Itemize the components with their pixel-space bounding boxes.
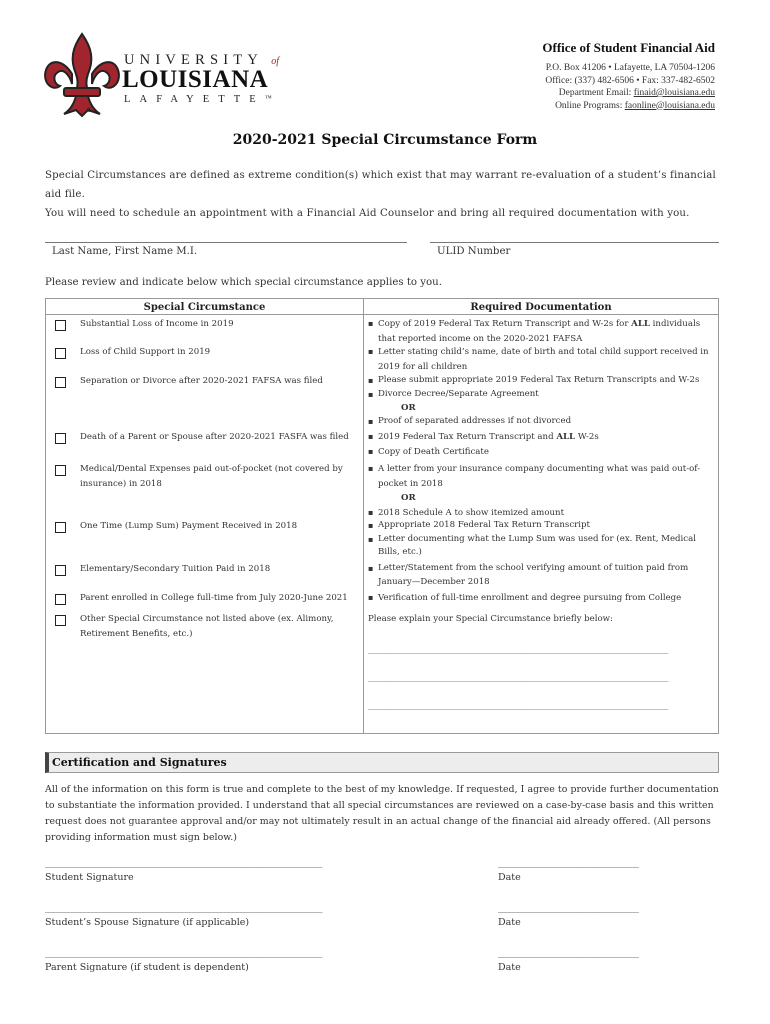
dept-email-label: Department Email:	[558, 88, 634, 98]
doc-item: ▪ 2018 Schedule A to show itemized amount	[368, 506, 713, 521]
dept-email-link[interactable]: finaid@louisiana.edu	[633, 88, 715, 98]
table-header-divider	[46, 314, 718, 315]
logo-of: of	[271, 56, 280, 67]
doc-item	[368, 430, 713, 445]
doc-item: ▪ Letter stating child’s name, date of birth and total child support received in 2019 for all children	[368, 345, 713, 374]
doc-item: ▪ Proof of separated addresses if not divorced	[368, 415, 713, 429]
doc-or: OR	[401, 493, 416, 504]
form-title: 2020-2021 Special Circumstance Form	[232, 132, 538, 148]
logo-louisiana-text: LOUISIANA	[122, 66, 269, 93]
doc-text: 2019 Federal Tax Return Transcript and	[378, 432, 557, 442]
intro-line-1: Special Circumstances are defined as extreme condition(s) which exist that may warrant re-evaluation of a student’s financial aid file.	[45, 170, 716, 200]
checkbox-lump-sum[interactable]	[55, 522, 66, 533]
parent-date-line[interactable]: ____________________________________	[498, 948, 639, 958]
office-department-email	[542, 87, 715, 100]
intro-line-2: You will need to schedule an appointment with a Financial Aid Counselor and bring all required documentation with you.	[45, 208, 690, 219]
checkbox-tuition-paid[interactable]	[55, 565, 66, 576]
doc-emphasis: ALL	[631, 319, 650, 329]
spouse-signature-label: Student’s Spouse Signature (if applicable)	[45, 917, 250, 928]
review-instruction: Please review and indicate below which special circumstance applies to you.	[45, 277, 442, 288]
doc-or: OR	[401, 402, 416, 413]
doc-text: Copy of 2019 Federal Tax Return Transcript and W-2s for	[378, 319, 632, 329]
circumstance-medical-dental: Medical/Dental Expenses paid out-of-pocket (not covered by insurance) in 2018	[80, 464, 343, 489]
circumstance-loss-of-income: Substantial Loss of Income in 2019	[80, 319, 234, 329]
checkbox-medical-dental[interactable]	[55, 465, 66, 476]
student-signature-line[interactable]: _______________________________________________________________________	[45, 858, 322, 868]
explain-line-2[interactable]: _____________________________________________________________________________	[368, 673, 669, 683]
logo-line-university: UNIVERSITY	[124, 52, 263, 68]
checkbox-death-parent-spouse[interactable]	[55, 433, 66, 444]
doc-item: ▪ A letter from your insurance company documenting what was paid out-of-pocket in 2018	[368, 462, 713, 491]
doc-death-parent-spouse	[368, 430, 713, 459]
office-online-email	[542, 100, 715, 113]
doc-text: W-2s	[575, 432, 599, 442]
parent-date-label: Date	[498, 962, 521, 973]
circumstance-death-parent-spouse: Death of a Parent or Spouse after 2020-2021 FASFA was filed	[80, 432, 349, 442]
doc-lump-sum	[368, 519, 713, 560]
logo-line-lafayette: LAFAYETTE	[124, 94, 265, 105]
doc-item: ▪ Divorce Decree/Separate Agreement	[368, 388, 713, 402]
spouse-date-label: Date	[498, 917, 521, 928]
student-date-line[interactable]: ____________________________________	[498, 858, 639, 868]
doc-item: ▪ Letter documenting what the Lump Sum was used for (ex. Rent, Medical Bills, etc.)	[368, 533, 713, 560]
header-required-documentation: Required Documentation	[470, 302, 612, 313]
doc-loss-of-child-support	[368, 345, 713, 374]
spouse-signature-line[interactable]: _______________________________________________________________________	[45, 903, 322, 913]
name-field-line[interactable]	[45, 242, 407, 243]
registered-mark: ®	[86, 107, 92, 114]
logo-tm: ™	[264, 94, 272, 102]
logo-lafayette-text	[124, 94, 272, 105]
certification-title: Certification and Signatures	[52, 756, 227, 769]
doc-item: ▪ Appropriate 2018 Federal Tax Return Transcript	[368, 519, 713, 533]
doc-text: individuals that reported income on the 2020-2021 FAFSA	[378, 319, 701, 344]
fleur-de-lis-icon	[42, 30, 122, 118]
checkbox-loss-of-income[interactable]	[55, 320, 66, 331]
ulid-field-line[interactable]	[430, 242, 719, 243]
table-column-divider	[363, 298, 364, 734]
office-contact-block	[542, 40, 715, 112]
office-phone-fax: Office: (337) 482-6506 • Fax: 337-482-6502	[545, 75, 715, 86]
online-email-label: Online Programs:	[555, 100, 625, 111]
spouse-date-line[interactable]: ____________________________________	[498, 903, 639, 913]
certification-text: All of the information on this form is true and complete to the best of my knowledge. If requested, I agree to provide further documentation to substantiate the information provided. I understand that all special circumstances are reviewed on a case-by-case basis and this written request does not guarantee approval and/or may not ultimately result in an actual change of the financial aid already offered. (All persons providing information must sign below.)	[45, 784, 719, 843]
circumstance-tuition-paid: Elementary/Secondary Tuition Paid in 2018	[80, 564, 271, 574]
parent-signature-line[interactable]: _______________________________________________________________________	[45, 948, 322, 958]
circumstance-lump-sum: One Time (Lump Sum) Payment Received in 2018	[80, 521, 298, 531]
doc-other-explain: Please explain your Special Circumstance briefly below:	[368, 614, 613, 624]
name-field-label: Last Name, First Name M.I.	[52, 246, 198, 257]
doc-item: ▪ Copy of Death Certificate	[368, 445, 713, 460]
doc-separation-divorce	[368, 374, 713, 429]
university-logo	[42, 30, 282, 122]
student-date-label: Date	[498, 872, 521, 883]
online-email-link[interactable]: faonline@louisiana.edu	[624, 100, 715, 111]
doc-parent-enrolled	[368, 591, 713, 606]
doc-loss-of-income	[368, 317, 713, 346]
doc-item: ▪ Verification of full-time enrollment and degree pursuing from College	[368, 591, 713, 606]
doc-item	[368, 317, 713, 346]
intro-text	[45, 166, 735, 223]
doc-emphasis: ALL	[556, 432, 576, 442]
doc-tuition-paid	[368, 562, 713, 589]
circumstance-other: Other Special Circumstance not listed above (ex. Alimony, Retirement Benefits, etc.)	[80, 614, 334, 639]
student-signature-label: Student Signature	[45, 872, 134, 883]
explain-line-1[interactable]: _____________________________________________________________________________	[368, 645, 669, 655]
checkbox-separation-divorce[interactable]	[55, 377, 66, 388]
ulid-field-label: ULID Number	[437, 246, 511, 257]
circumstance-parent-enrolled: Parent enrolled in College full-time from July 2020-June 2021	[80, 593, 348, 603]
circumstance-separation-divorce: Separation or Divorce after 2020-2021 FAFSA was filed	[80, 376, 323, 386]
doc-medical-dental	[368, 462, 713, 520]
checkbox-loss-of-child-support[interactable]	[55, 348, 66, 359]
doc-item: ▪ Letter/Statement from the school verifying amount of tuition paid from January—December 2018	[368, 562, 713, 589]
circumstance-loss-of-child-support: Loss of Child Support in 2019	[80, 347, 211, 357]
office-title: Office of Student Financial Aid	[542, 40, 715, 55]
office-address: P.O. Box 41206 • Lafayette, LA 70504-1206	[545, 63, 715, 73]
header-special-circumstance: Special Circumstance	[143, 302, 266, 313]
explain-line-3[interactable]: _____________________________________________________________________________	[368, 701, 669, 711]
checkbox-other-circumstance[interactable]	[55, 615, 66, 626]
checkbox-parent-enrolled[interactable]	[55, 594, 66, 605]
doc-item: ▪ Please submit appropriate 2019 Federal Tax Return Transcripts and W-2s	[368, 374, 713, 388]
parent-signature-label: Parent Signature (if student is dependent)	[45, 962, 249, 973]
